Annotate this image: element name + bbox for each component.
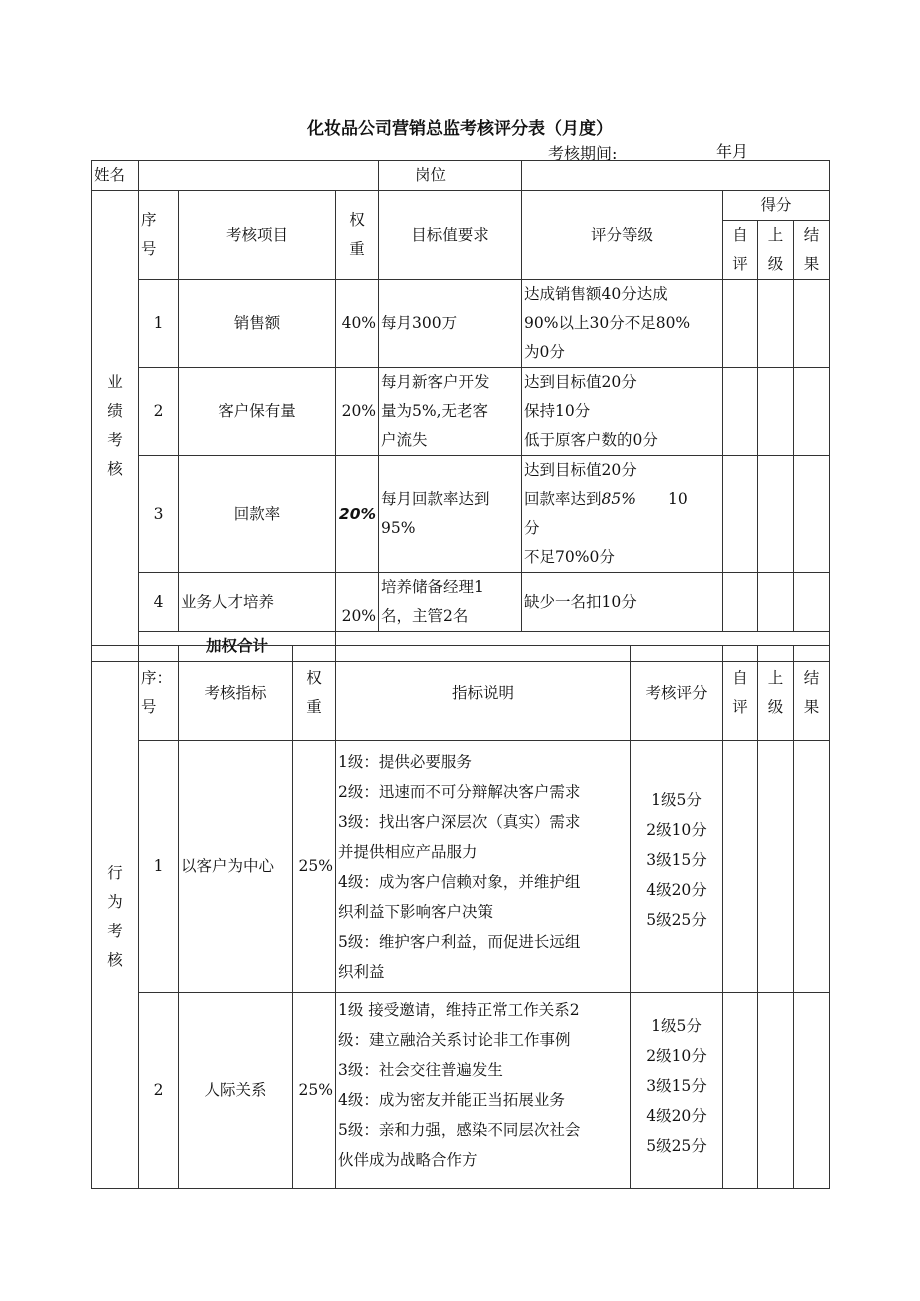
col-superior-header: [758, 221, 794, 280]
target-line: 培养储备经理1: [381, 578, 484, 596]
b-col-rating-header: 考核评分: [631, 646, 723, 741]
grading-rate: 85%: [601, 490, 636, 508]
description-line: 2级：迅速而不可分辩解决客户需求: [338, 782, 581, 801]
total-label: 加权合计: [139, 632, 336, 662]
col-result-header: [794, 221, 830, 280]
description-line: 1级 接受邀请，维持正常工作关系2: [338, 1001, 580, 1019]
period-year-month: 年月: [716, 142, 749, 161]
description-line: 并提供相应产品服力: [338, 842, 478, 861]
row-grading: [522, 368, 723, 456]
col-result-text: 结果: [803, 226, 820, 273]
result-score-cell[interactable]: [794, 993, 830, 1189]
b-col-weight-text: 权重: [306, 669, 322, 716]
description-line: 4级：成为密友并能正当拓展业务: [338, 1091, 565, 1109]
grading-line: 低于原客户数的0分: [524, 431, 658, 449]
b-col-superior-text: 上级: [767, 669, 784, 716]
rating-line: 2级10分: [646, 821, 707, 839]
rating-line: 5级25分: [646, 1137, 707, 1155]
row-seq: 3: [139, 456, 179, 573]
superior-score-cell[interactable]: [758, 573, 794, 632]
row-indicator: 以客户为中心: [179, 741, 293, 993]
self-score-cell[interactable]: [723, 280, 758, 368]
position-field[interactable]: [522, 161, 830, 191]
position-label: 岗位: [379, 161, 522, 191]
row-description: [336, 993, 631, 1189]
self-score-cell[interactable]: [723, 993, 758, 1189]
row-target: [379, 573, 522, 632]
row-rating: [631, 741, 723, 993]
self-score-cell[interactable]: [723, 368, 758, 456]
page-title: 化妆品公司营销总监考核评分表（月度）: [307, 119, 613, 139]
performance-table: [91, 160, 830, 662]
b-col-description-header: 指标说明: [336, 646, 631, 741]
col-target-header: 目标值要求: [379, 191, 522, 280]
b-col-seq-text: 序：号: [141, 669, 173, 716]
target-line: 每月新客户开发: [381, 373, 490, 391]
table-row: [92, 280, 830, 368]
result-score-cell[interactable]: [794, 456, 830, 573]
row-item: 销售额: [179, 280, 336, 368]
row-weight: 40%: [336, 280, 379, 368]
description-line: 织利益下影响客户决策: [338, 902, 494, 921]
col-seq-header: [139, 191, 179, 280]
col-superior-text: 上级: [767, 226, 784, 273]
row-grading: [522, 280, 723, 368]
grading-line: 为0分: [524, 343, 565, 361]
rating-line: 2级10分: [646, 1047, 707, 1065]
target-line: 户流失: [381, 431, 428, 449]
row-grading: [522, 456, 723, 573]
description-line: 伙伴成为战略合作方: [338, 1151, 478, 1169]
grading-line: 90%以上30分不足80%: [524, 314, 691, 332]
col-seq-text: 序号: [141, 211, 157, 258]
superior-score-cell[interactable]: [758, 368, 794, 456]
row-weight: 20%: [336, 573, 379, 632]
col-self-text: 自评: [732, 226, 748, 273]
description-line: 3级：社会交往普遍发生: [338, 1061, 503, 1079]
row-weight: 20%: [336, 368, 379, 456]
row-description: [336, 741, 631, 993]
row-item: 业务人才培养: [179, 573, 336, 632]
b-col-seq-header: [139, 646, 179, 741]
description-line: 5级：亲和力强，感染不同层次社会: [338, 1121, 581, 1139]
rating-line: 3级15分: [646, 851, 707, 869]
row-seq: 4: [139, 573, 179, 632]
target-line: 量为5%,无老客: [381, 402, 489, 420]
table-row: [92, 573, 830, 632]
rating-line: 1级5分: [651, 791, 702, 809]
result-score-cell[interactable]: [794, 573, 830, 632]
behavior-table: [91, 645, 830, 1189]
table-row: [92, 368, 830, 456]
table-row: [92, 456, 830, 573]
behavior-section-label: [92, 646, 139, 1189]
grading-line: 不足70%0分: [524, 548, 615, 566]
b-col-weight-header: [293, 646, 336, 741]
self-score-cell[interactable]: [723, 741, 758, 993]
period-label: 考核期间:: [548, 144, 618, 163]
description-line: 级：建立融洽关系讨论非工作事例: [338, 1031, 571, 1049]
row-target: 每月300万: [379, 280, 522, 368]
row-seq: 1: [139, 280, 179, 368]
name-label: 姓名: [92, 161, 139, 191]
b-col-indicator-header: 考核指标: [179, 646, 293, 741]
row-seq: 2: [139, 993, 179, 1189]
b-col-self-text: 自评: [732, 669, 748, 716]
description-line: 3级：找出客户深层次（真实）需求: [338, 812, 581, 831]
b-col-result-text: 结果: [803, 669, 820, 716]
grading-line: 保持10分: [524, 402, 591, 420]
table-row: [92, 741, 830, 993]
row-grading: 缺少一名扣10分: [522, 573, 723, 632]
grading-line: 达到目标值20分: [524, 373, 637, 391]
description-line: 1级：提供必要服务: [338, 752, 472, 771]
behavior-section-text: 行为考核: [107, 864, 123, 969]
col-self-header: [723, 221, 758, 280]
row-weight: 25%: [293, 741, 336, 993]
superior-score-cell[interactable]: [758, 993, 794, 1189]
description-line: 4级：成为客户信赖对象，并维护组: [338, 872, 581, 891]
col-weight-header: [336, 191, 379, 280]
table-row: [92, 993, 830, 1189]
performance-section-text: 业绩考核: [107, 373, 123, 478]
b-col-superior-header: [758, 646, 794, 741]
result-score-cell[interactable]: [794, 741, 830, 993]
superior-score-cell[interactable]: [758, 280, 794, 368]
result-score-cell[interactable]: [794, 280, 830, 368]
row-target: [379, 368, 522, 456]
grading-line: 达成销售额40分达成: [524, 285, 668, 303]
col-item-header: 考核项目: [179, 191, 336, 280]
col-grading-header: 评分等级: [522, 191, 723, 280]
target-line: 名，主管2名: [381, 607, 469, 625]
rating-line: 3级15分: [646, 1077, 707, 1095]
row-indicator: 人际关系: [179, 993, 293, 1189]
description-line: 5级：维护客户利益，而促进长远组: [338, 932, 581, 951]
row-seq: 2: [139, 368, 179, 456]
rating-line: 4级20分: [646, 1107, 707, 1125]
target-line: 95%: [381, 519, 416, 537]
result-score-cell[interactable]: [794, 368, 830, 456]
self-score-cell[interactable]: [723, 456, 758, 573]
rating-line: 4级20分: [646, 881, 707, 899]
grading-line: 达到目标值20分: [524, 461, 637, 479]
row-item: 回款率: [179, 456, 336, 573]
col-weight-text: 权重: [349, 211, 365, 258]
grading-points: 10: [668, 490, 688, 508]
row-weight: 25%: [293, 993, 336, 1189]
b-col-self-header: [723, 646, 758, 741]
rating-line: 5级25分: [646, 911, 707, 929]
self-score-cell[interactable]: [723, 573, 758, 632]
grading-line: 分: [524, 519, 540, 537]
row-seq: 1: [139, 741, 179, 993]
row-item: 客户保有量: [179, 368, 336, 456]
row-target: [379, 456, 522, 573]
col-score-header: 得分: [723, 191, 830, 221]
target-line: 每月回款率达到: [381, 490, 490, 508]
row-weight: 20%: [336, 456, 379, 573]
name-field[interactable]: [139, 161, 379, 191]
grading-line: 回款率达到: [524, 490, 602, 508]
row-rating: [631, 993, 723, 1189]
performance-section-label: [92, 191, 139, 662]
b-col-result-header: [794, 646, 830, 741]
superior-score-cell[interactable]: [758, 456, 794, 573]
superior-score-cell[interactable]: [758, 741, 794, 993]
grading-line-group: [524, 485, 720, 514]
rating-line: 1级5分: [651, 1017, 702, 1035]
description-line: 织利益: [338, 962, 385, 981]
